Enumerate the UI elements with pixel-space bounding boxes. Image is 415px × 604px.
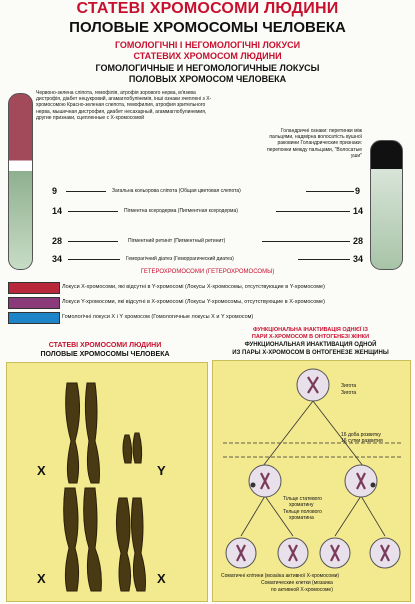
locus-line xyxy=(298,259,350,260)
left-title-ua: СТАТЕВІ ХРОМОСОМИ ЛЮДИНИ xyxy=(48,342,162,349)
legend-text: Локуси Y-хромосоми, які відсутні в Х-хромосомі (Локусы Y-хромосомы, отсутствующие в Х-хромосоме) xyxy=(62,299,325,305)
chromosome-micrograph xyxy=(7,363,207,601)
locus-line xyxy=(68,241,118,242)
somatic-label-ua: Соматичні клітини (мозаїка активної Х-хромосоми) xyxy=(221,573,340,579)
x-label: X xyxy=(37,571,46,586)
title-ukrainian: СТАТЕВІ ХРОМОСОМИ ЛЮДИНИ xyxy=(76,0,339,17)
legend-text: Гомологічні локуси Х і Y хромосом (Гомологичные локусы Х и Y хромосом) xyxy=(62,314,254,320)
locus-label: Загальна кольорова сліпота (Общая цветовая слепота) xyxy=(112,188,241,194)
legend-swatch xyxy=(8,297,60,309)
locus-line xyxy=(66,191,106,192)
subtitle-ru-line1: ГОМОЛОГИЧНЫЕ И НЕГОМОЛОГИЧНЫЕ ЛОКУСЫ xyxy=(95,63,320,73)
barr-body-label-ru-2: хроматина xyxy=(289,515,314,521)
locus-line xyxy=(68,259,120,260)
subtitle-ua-line2: СТАТЕВИХ ХРОМОСОМ ЛЮДИНИ xyxy=(133,51,282,61)
legend-swatch xyxy=(8,282,60,294)
locus-label: Геморагічний діатез (Геморрагический диатез) xyxy=(126,256,234,262)
y-chromosome-diagram xyxy=(370,140,403,270)
x-linked-traits-text: Червоно-зелена сліпота, гемофілія, атрофія зорового нерва, м'язева дистрофія, діабет нецукровий, агамаглобулінемія, інші ознаки зчеплені з Х-хромосомою Красно-зеленая слепота, гемофилия, атрофия зрительного нерва, мышечная дистрофия, диабет несахарный, агаммаглобулинемия, другие признаки, сцепленные с Х-хромосомой xyxy=(36,90,212,121)
x-label: X xyxy=(157,571,166,586)
subtitle-ua-line1: ГОМОЛОГІЧНІ І НЕГОМОЛОГІЧНІ ЛОКУСИ xyxy=(114,40,301,50)
subtitle-ru-line2: ПОЛОВЫХ ХРОМОСОМ ЧЕЛОВЕКА xyxy=(128,74,287,84)
right-title-ru-2: ИЗ ПАРЫ Х-ХРОМОСОМ В ОНТОГЕНЕЗЕ ЖЕНЩИНЫ xyxy=(232,350,389,356)
y-label: Y xyxy=(157,463,166,478)
legend-text: Локуси Х-хромосоми, які відсутні в Y-хромосомі (Локусы Х-хромосомы, отсутствующие в Y-хромосоме) xyxy=(62,284,325,290)
somatic-label-ru-1: Соматические клетки (мозаика xyxy=(261,580,333,586)
locus-label: Пігментна ксеродерма (Пигментная ксеродерма) xyxy=(124,208,238,214)
barr-body-label-ua-2: хроматину xyxy=(289,502,314,508)
right-title-ua-1: ФУНКЦІОНАЛЬНА ІНАКТИВАЦІЯ ОДНІЄЇ ІЗ xyxy=(253,327,368,333)
karyotype-panel xyxy=(6,362,208,602)
barr-body-label-ua-1: Тільце статевого xyxy=(283,496,322,502)
barr-body-label-ru-1: Тельце полового xyxy=(283,509,322,515)
locus-number: 14 xyxy=(353,206,364,216)
right-title-ua-2: ПАРИ Х-ХРОМОСОМ В ОНТОГЕНЕЗІ ЖІНКИ xyxy=(251,334,370,340)
locus-number: 28 xyxy=(353,236,364,246)
locus-number: 9 xyxy=(355,186,361,196)
locus-number: 28 xyxy=(52,236,63,246)
y-linked-traits-text: Голандричні ознаки: перетинки між пальцями, надмірна волосатість вушної раковини Голандрические признаки: перепонки между пальцами, "Волосатые уши" xyxy=(266,128,362,159)
legend-heading: ГЕТЕРОХРОМОСОМИ (ГЕТЕРОХРОМОСОМЫ) xyxy=(140,269,275,275)
x-chromosome-diagram xyxy=(8,93,33,270)
locus-line xyxy=(262,241,350,242)
x-label: X xyxy=(37,463,46,478)
right-title-ru-1: ФУНКЦИОНАЛЬНАЯ ИНАКТИВАЦИЯ ОДНОЙ xyxy=(244,342,377,348)
locus-number: 34 xyxy=(353,254,364,264)
title-russian: ПОЛОВЫЕ ХРОМОСОМЫ ЧЕЛОВЕКА xyxy=(69,19,346,36)
locus-number: 14 xyxy=(52,206,63,216)
inactivation-diagram xyxy=(213,361,410,601)
x-inactivation-panel xyxy=(212,360,411,602)
day-label-ru: 16 сутки развития xyxy=(341,438,383,444)
somatic-label-ru-2: по активной Х-хромосоме) xyxy=(271,587,333,593)
locus-line xyxy=(276,211,350,212)
legend-swatch xyxy=(8,312,60,324)
locus-number: 9 xyxy=(52,186,58,196)
zygote-label-ua: Зигота xyxy=(341,383,357,389)
locus-label: Пігментний ретиніт (Пигментный ретинит) xyxy=(128,238,226,244)
locus-number: 34 xyxy=(52,254,63,264)
zygote-label-ru: Зигота xyxy=(341,390,357,396)
day-label-ua: 16 доба розвитку xyxy=(341,432,381,438)
locus-line xyxy=(68,211,118,212)
locus-line xyxy=(306,191,354,192)
left-title-ru: ПОЛОВЫЕ ХРОМОСОМЫ ЧЕЛОВЕКА xyxy=(40,351,170,358)
